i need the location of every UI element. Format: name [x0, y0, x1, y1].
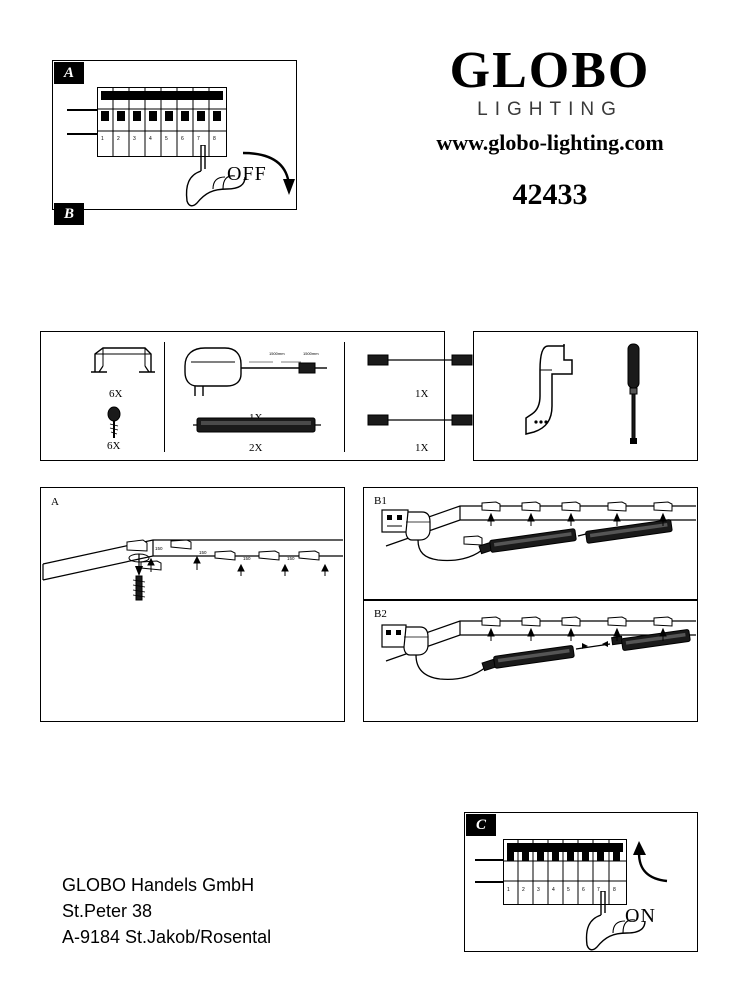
- panel-step-c-breaker-on: [464, 812, 698, 952]
- svg-text:8: 8: [613, 887, 616, 893]
- panel-step-a-breaker-off: [52, 60, 297, 210]
- svg-text:1: 1: [507, 887, 510, 893]
- led-bar-icon: [193, 410, 323, 440]
- panel-b1-label: B1: [374, 495, 387, 507]
- connector-cable-long-icon: [366, 410, 476, 432]
- part-quantity-screw: 6X: [107, 440, 121, 452]
- part-quantity-cable-short: 1X: [415, 388, 429, 400]
- off-label: OFF: [227, 163, 267, 185]
- breaker-artwork-on: [465, 813, 699, 953]
- part-quantity-cable-long: 1X: [415, 442, 429, 454]
- svg-text:4: 4: [552, 887, 555, 893]
- badge-step-b: B: [54, 203, 84, 225]
- ceiling-perspective-a: [41, 488, 344, 721]
- connector-cable-short-icon: [366, 350, 476, 372]
- brand-header: [380, 42, 720, 212]
- model-number: 42433: [512, 178, 588, 211]
- screwdriver-icon: [616, 342, 652, 450]
- svg-text:2: 2: [522, 887, 525, 893]
- panel-tools: [473, 331, 698, 461]
- panel-parts-list: [40, 331, 445, 461]
- panel-step-b2: [363, 600, 698, 722]
- svg-text:4: 4: [149, 136, 152, 142]
- svg-text:7: 7: [197, 136, 200, 142]
- panel-step-a-mounting: [40, 487, 345, 722]
- part-quantity-ledbar: 2X: [249, 442, 263, 454]
- screw-icon: [103, 406, 125, 440]
- brand-website: www.globo-lighting.com: [436, 130, 664, 155]
- brand-subtitle: LIGHTING: [477, 99, 623, 120]
- panel-b2-label: B2: [374, 608, 387, 620]
- on-label: ON: [625, 905, 656, 927]
- panel-a-label: A: [51, 496, 59, 508]
- svg-text:5: 5: [165, 136, 168, 142]
- svg-text:3: 3: [133, 136, 136, 142]
- footer-address: [62, 872, 271, 950]
- footer-street: St.Peter 38: [62, 901, 153, 922]
- svg-text:150: 150: [155, 546, 163, 551]
- badge-step-a: A: [54, 62, 84, 84]
- drill-icon: [518, 344, 588, 449]
- dimension-cable-2: 1500mm: [303, 351, 319, 356]
- parts-divider-2: [344, 342, 345, 452]
- arrow-up-curved-icon: [633, 839, 675, 883]
- svg-text:5: 5: [567, 887, 570, 893]
- badge-step-c: C: [466, 814, 496, 836]
- parts-divider-1: [164, 342, 165, 452]
- svg-text:150: 150: [199, 550, 207, 555]
- breaker-artwork-off: [53, 61, 298, 211]
- panel-step-b1: [363, 487, 698, 600]
- assembly-diagram-b2: [364, 601, 697, 721]
- svg-text:8: 8: [213, 136, 216, 142]
- svg-text:150: 150: [287, 556, 295, 561]
- footer-city: A-9184 St.Jakob/Rosental: [62, 927, 272, 948]
- svg-text:1: 1: [101, 136, 104, 142]
- dimension-cable-1: 1500mm: [269, 351, 285, 356]
- svg-text:3: 3: [537, 887, 540, 893]
- svg-text:2: 2: [117, 136, 120, 142]
- svg-text:6: 6: [582, 887, 585, 893]
- drill-screw-detail: [123, 550, 159, 606]
- mounting-clip-icon: [89, 344, 155, 384]
- svg-text:7: 7: [597, 887, 600, 893]
- svg-text:6: 6: [181, 136, 184, 142]
- assembly-diagram-b1: [364, 488, 697, 599]
- part-quantity-clip: 6X: [109, 388, 123, 400]
- svg-text:150: 150: [243, 556, 251, 561]
- brand-name: GLOBO: [449, 42, 651, 99]
- footer-company: GLOBO Handels GmbH: [62, 875, 255, 895]
